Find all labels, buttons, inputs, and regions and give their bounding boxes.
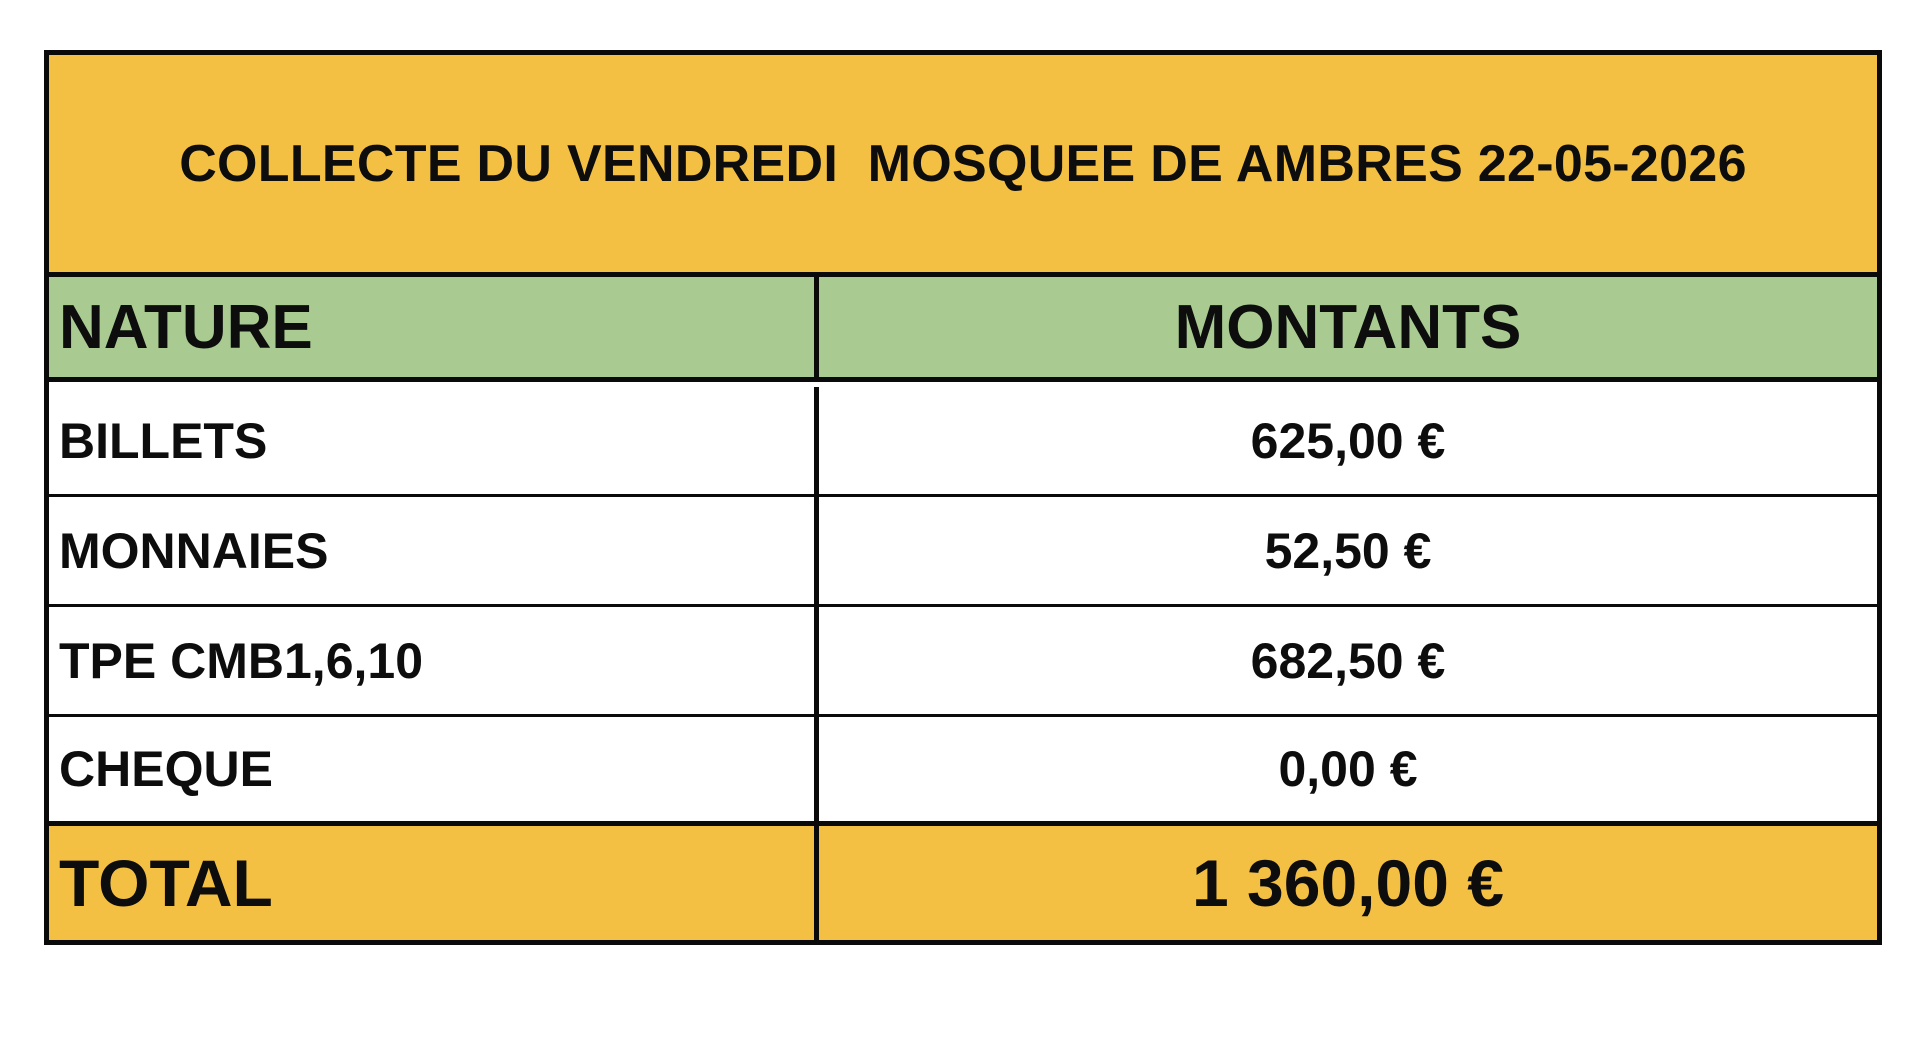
- table-row: [49, 607, 1877, 717]
- row-nature: TPE CMB1,6,10: [49, 607, 819, 714]
- total-label: TOTAL: [49, 826, 819, 940]
- total-amount: 1 360,00 €: [1192, 846, 1504, 920]
- table-row: [49, 497, 1877, 607]
- total-row: [49, 826, 1877, 940]
- row-nature: MONNAIES: [49, 497, 819, 604]
- table-row: [49, 387, 1877, 497]
- header-nature: NATURE: [49, 277, 819, 377]
- header-montants: MONTANTS: [1174, 292, 1522, 362]
- row-montant: 625,00 €: [1250, 412, 1446, 469]
- header-row: [49, 277, 1877, 382]
- row-nature: CHEQUE: [49, 717, 819, 821]
- collection-table: [44, 50, 1882, 945]
- row-montant: 682,50 €: [1250, 632, 1446, 689]
- row-montant: 0,00 €: [1278, 741, 1418, 797]
- row-nature: BILLETS: [49, 387, 819, 494]
- table-title: COLLECTE DU VENDREDI MOSQUEE DE AMBRES 22-05-2026: [49, 55, 1877, 277]
- table-row: [49, 717, 1877, 826]
- row-montant: 52,50 €: [1264, 522, 1432, 579]
